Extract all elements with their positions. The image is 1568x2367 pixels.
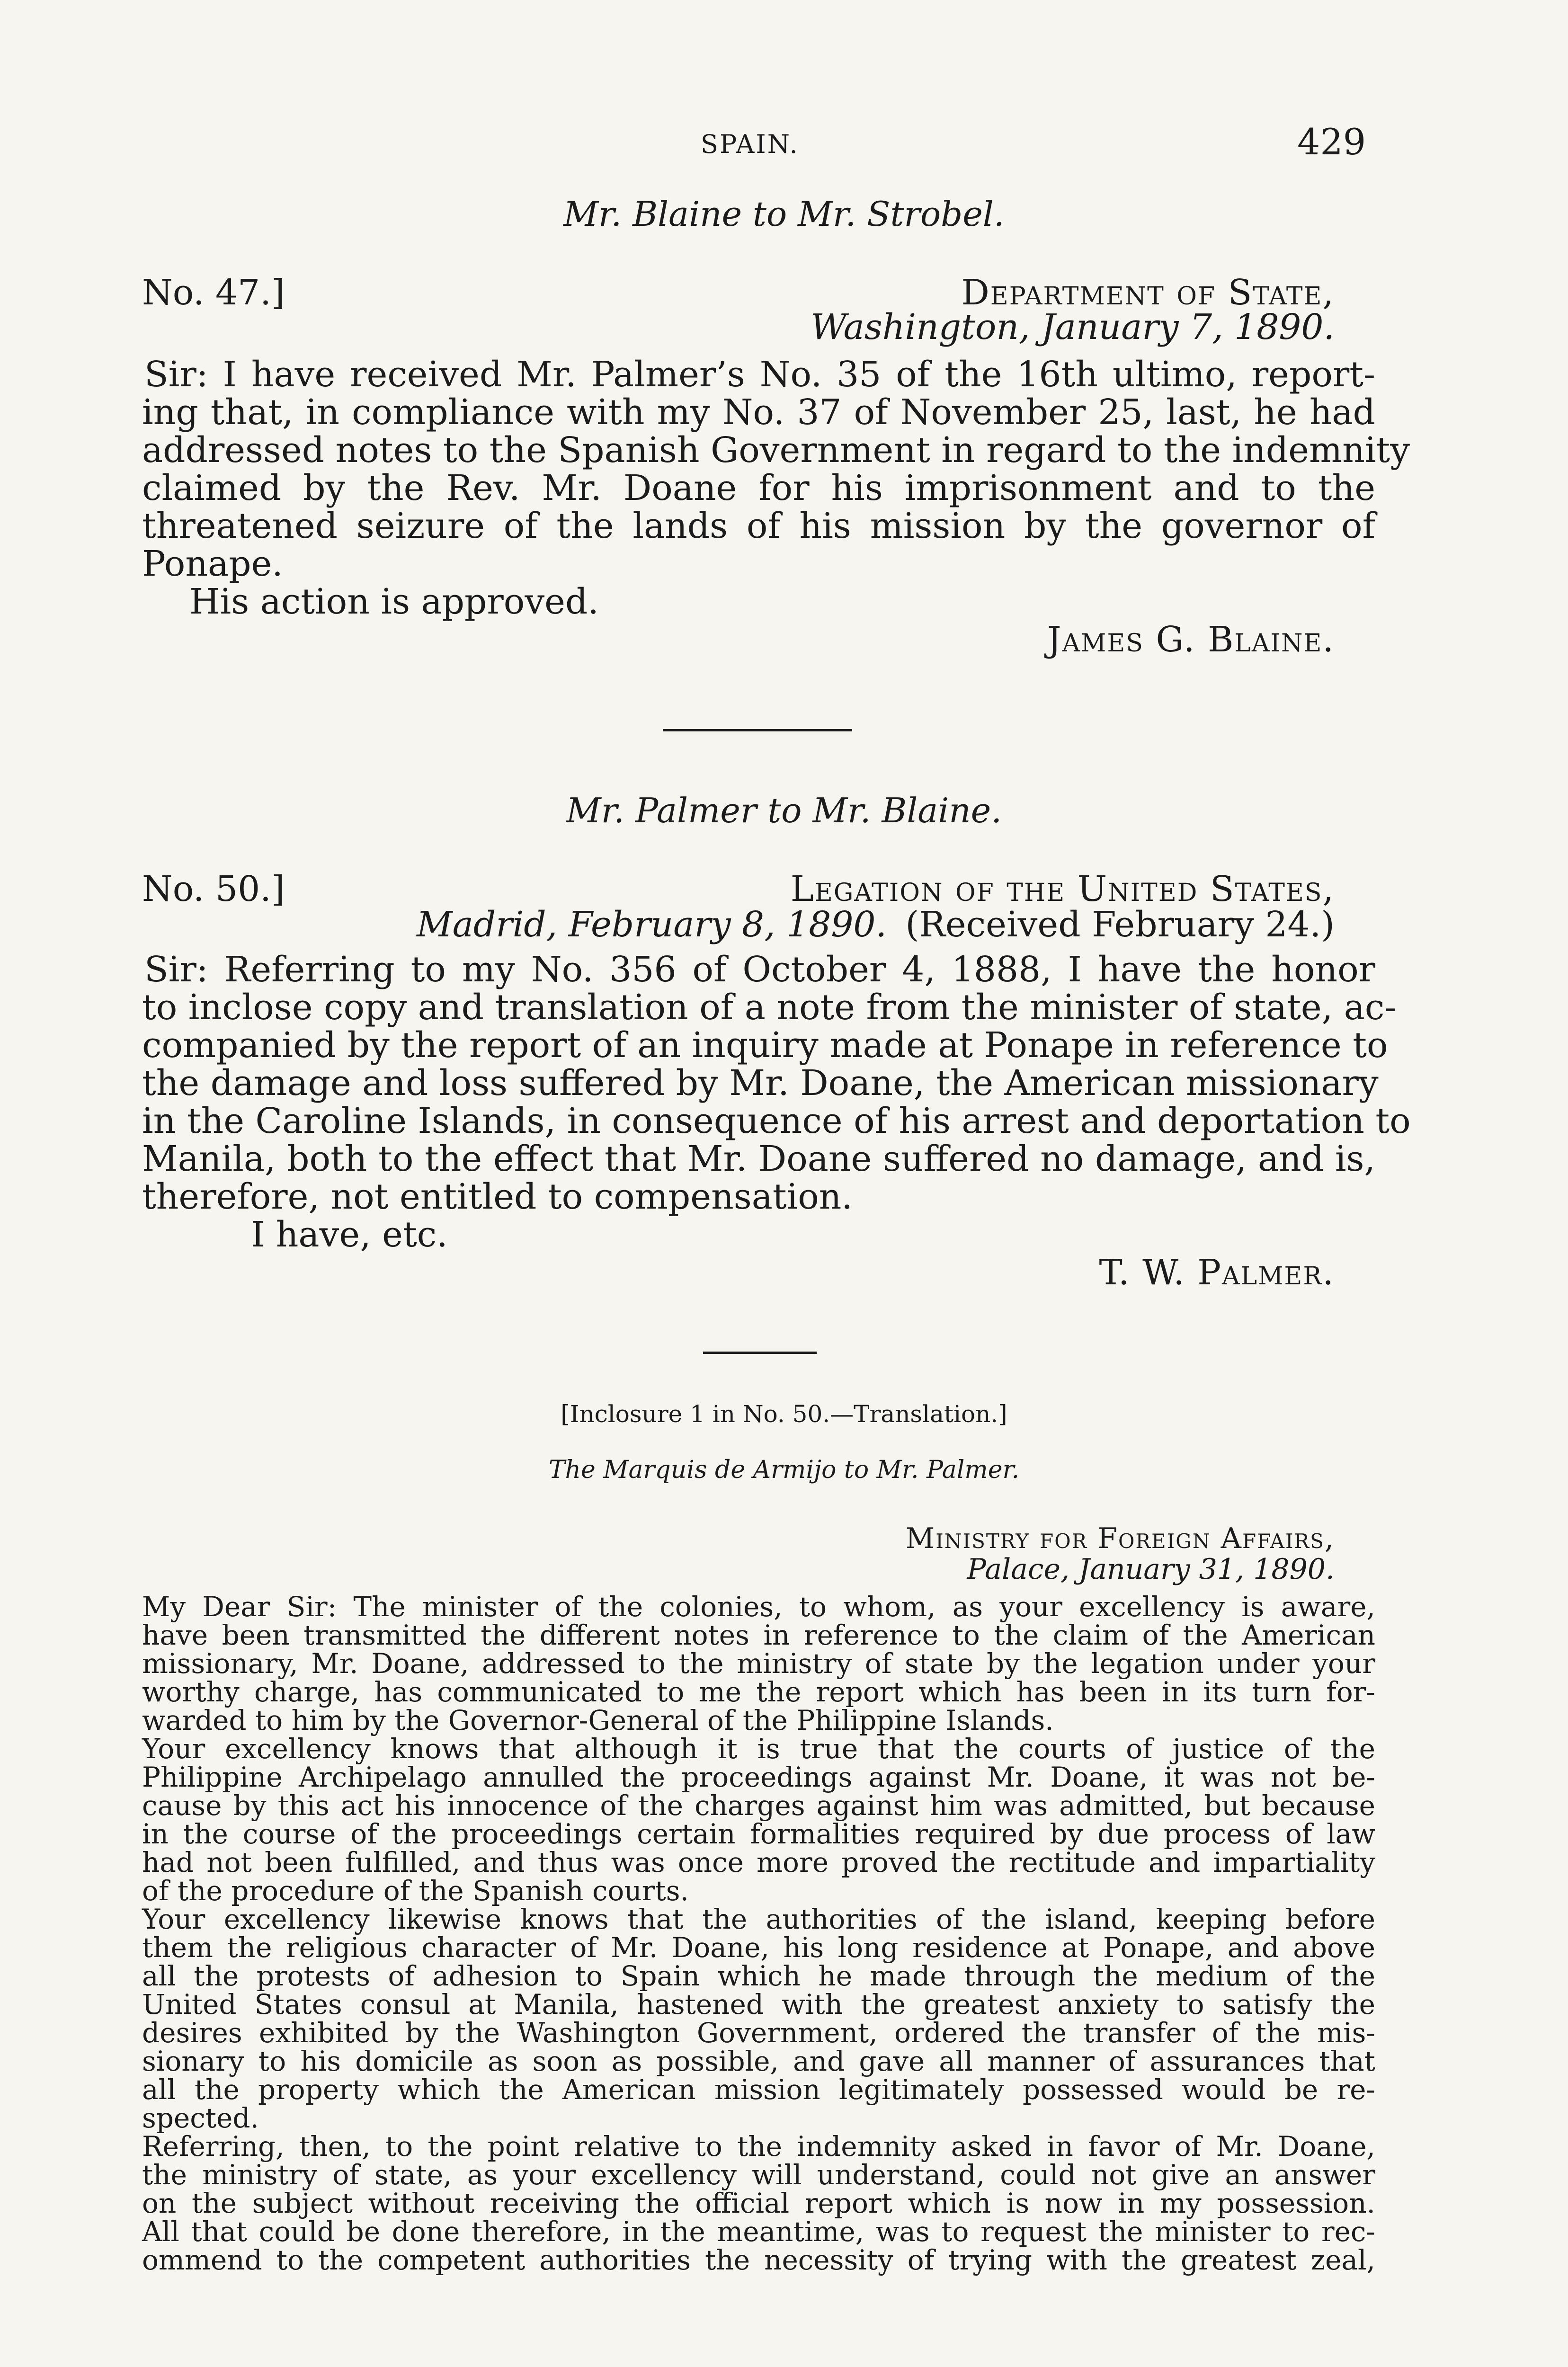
letter2-body-last: therefore, not entitled to compensation. bbox=[142, 1176, 853, 1217]
running-head bbox=[0, 121, 1568, 168]
letter2-body-line: Sir: Referring to my No. 356 of October 4, 1888, I have the honor bbox=[144, 949, 1375, 990]
page-number: 429 bbox=[1297, 121, 1366, 163]
inclosure-body-line: the ministry of state, as your excellency will understand, could not give an answer bbox=[142, 2159, 1375, 2191]
letter1-number: No. 47.] bbox=[142, 272, 285, 313]
letter2-body-line: the damage and loss suffered by Mr. Doane, the American missionary bbox=[142, 1063, 1379, 1103]
inclosure-body-line: sionary to his domicile as soon as possible, and gave all manner of assurances that bbox=[142, 2045, 1375, 2077]
section-divider bbox=[663, 729, 852, 731]
inclosure-body-line: all the protests of adhesion to Spain which he made through the medium of the bbox=[142, 1960, 1375, 1992]
inclosure-body-line: Philippine Archipelago annulled the proceedings against Mr. Doane, it was not be- bbox=[142, 1761, 1375, 1793]
letter2-closing: I have, etc. bbox=[251, 1214, 448, 1255]
inclosure-body-line: Your excellency knows that although it is true that the courts of justice of the bbox=[142, 1733, 1375, 1765]
inclosure-label: [Inclosure 1 in No. 50.—Translation.] bbox=[561, 1400, 1007, 1428]
letter1-body-last: Ponape. bbox=[142, 543, 283, 584]
inclosure-body-line: missionary, Mr. Doane, addressed to the ministry of state by the legation under your bbox=[142, 1647, 1375, 1680]
inclosure-body-line: on the subject without receiving the official report which is now in my possession. bbox=[142, 2187, 1375, 2219]
inclosure-body-line: Your excellency likewise knows that the authorities of the island, keeping before bbox=[142, 1903, 1375, 1935]
letter1-body-line: claimed by the Rev. Mr. Doane for his imprisonment and to the bbox=[142, 468, 1375, 508]
inclosure-place-date: Palace, January 31, 1890. bbox=[967, 1553, 1335, 1586]
letter1-body-line: ing that, in compliance with my No. 37 of November 25, last, he had bbox=[142, 392, 1375, 433]
running-title: SPAIN. bbox=[701, 129, 799, 159]
inclosure-body-line: have been transmitted the different notes in reference to the claim of the American bbox=[142, 1619, 1375, 1651]
letter2-place-date: Madrid, February 8, 1890. bbox=[417, 904, 887, 945]
inclosure-body-line: cause by this act his innocence of the charges against him was admitted, but because bbox=[142, 1789, 1375, 1822]
letter2-heading: Mr. Palmer to Mr. Blaine. bbox=[566, 791, 1002, 830]
letter2-body-line: in the Caroline Islands, in consequence of his arrest and deportation to bbox=[142, 1101, 1411, 1141]
letter2-body-line: companied by the report of an inquiry made at Ponape in reference to bbox=[142, 1025, 1388, 1066]
letter2-received: (Received February 24.) bbox=[905, 904, 1335, 945]
letter2-body-line: Manila, both to the effect that Mr. Doane suffered no damage, and is, bbox=[142, 1139, 1375, 1179]
inclosure-body-last: of the procedure of the Spanish courts. bbox=[142, 1875, 689, 1907]
letter1-heading: Mr. Blaine to Mr. Strobel. bbox=[563, 194, 1005, 234]
inclosure-body-line: All that could be done therefore, in the meantime, was to request the minister to rec- bbox=[142, 2216, 1375, 2248]
letter2-number: No. 50.] bbox=[142, 869, 285, 909]
section-divider bbox=[703, 1352, 817, 1354]
letter1-closing: His action is approved. bbox=[189, 581, 599, 622]
letter1-body-line: threatened seizure of the lands of his mission by the governor of bbox=[142, 506, 1375, 546]
letter2-signature: T. W. Palmer. bbox=[1099, 1252, 1335, 1293]
inclosure-body-line: Referring, then, to the point relative to the indemnity asked in favor of Mr. Doane, bbox=[142, 2130, 1375, 2162]
inclosure-body-line: them the religious character of Mr. Doane, his long residence at Ponape, and above bbox=[142, 1931, 1375, 1964]
letter1-body-line: addressed notes to the Spanish Government in regard to the indemnity bbox=[142, 430, 1410, 471]
inclosure-heading: The Marquis de Armijo to Mr. Palmer. bbox=[548, 1456, 1020, 1484]
inclosure-ministry: Ministry for Foreign Affairs, bbox=[905, 1522, 1335, 1555]
letter1-place-date: Washington, January 7, 1890. bbox=[811, 307, 1335, 347]
letter1-department: Department of State, bbox=[961, 272, 1335, 313]
letter1-signature: James G. Blaine. bbox=[1047, 619, 1335, 660]
inclosure-body-line: had not been fulfilled, and thus was once more proved the rectitude and impartiality bbox=[142, 1846, 1375, 1878]
letter2-legation: Legation of the United States, bbox=[790, 869, 1335, 909]
inclosure-body-line: in the course of the proceedings certain formalities required by due process of law bbox=[142, 1818, 1375, 1850]
inclosure-body-line: United States consul at Manila, hastened with the greatest anxiety to satisfy the bbox=[142, 1988, 1375, 2020]
inclosure-body-line: desires exhibited by the Washington Government, ordered the transfer of the mis- bbox=[142, 2017, 1375, 2049]
letter2-body-line: to inclose copy and translation of a note from the minister of state, ac- bbox=[142, 987, 1397, 1028]
inclosure-body-line: worthy charge, has communicated to me the report which has been in its turn for- bbox=[142, 1676, 1375, 1708]
inclosure-body-line: all the property which the American mission legitimately possessed would be re- bbox=[142, 2073, 1375, 2106]
inclosure-body-line: My Dear Sir: The minister of the colonies, to whom, as your excellency is aware, bbox=[142, 1591, 1375, 1623]
letter1-body-line: Sir: I have received Mr. Palmer’s No. 35 of the 16th ultimo, report- bbox=[144, 354, 1375, 395]
inclosure-body-last: warded to him by the Governor-General of the Philippine Islands. bbox=[142, 1704, 1054, 1736]
inclosure-body-line: ommend to the competent authorities the necessity of trying with the greatest zeal, bbox=[142, 2244, 1375, 2276]
inclosure-body-last: spected. bbox=[142, 2102, 259, 2134]
